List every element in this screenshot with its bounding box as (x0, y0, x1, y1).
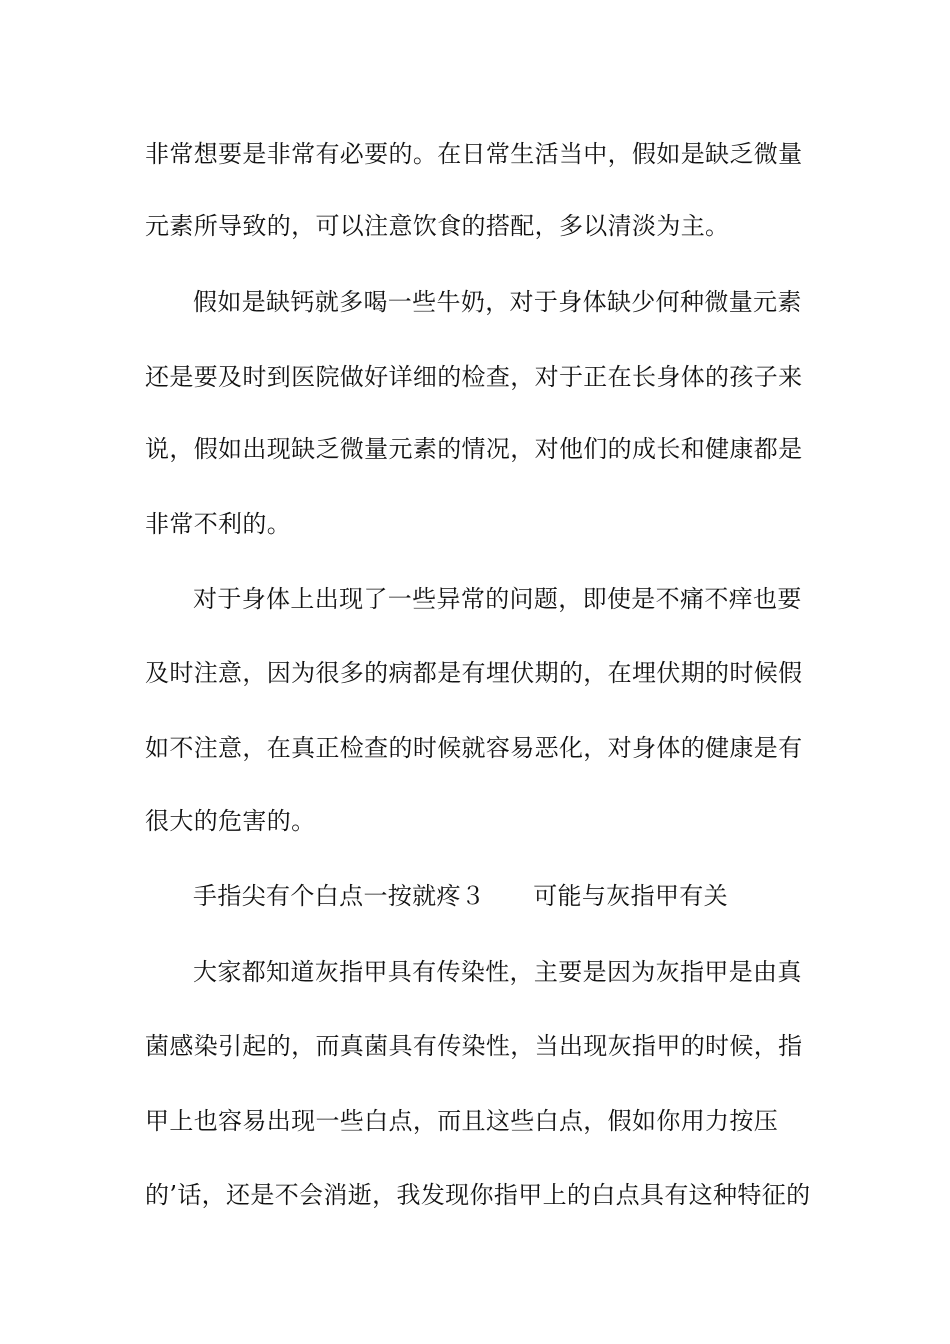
text-line: 如不注意，在真正检查的时候就容易恶化，对身体的健康是有 (145, 734, 803, 762)
section-heading-title: 手指尖有个白点一按就疼３ (193, 882, 486, 910)
text-line: 的’话，还是不会消逝，我发现你指甲上的白点具有这种特征的 (145, 1181, 811, 1209)
paragraph-start-line: 对于身体上出现了一些异常的问题，即使是不痛不痒也要 (193, 585, 802, 613)
text-line: 还是要及时到医院做好详细的检查，对于正在长身体的孩子来 (145, 363, 803, 391)
section-heading-subtitle: 可能与灰指甲有关 (533, 882, 729, 910)
text-line: 甲上也容易出现一些白点，而且这些白点，假如你用力按压 (145, 1107, 779, 1135)
text-line: 很大的危害的。 (145, 807, 316, 835)
text-line: 元素所导致的，可以注意饮食的搭配，多以清淡为主。 (145, 212, 730, 240)
text-line: 非常想要是非常有必要的。在日常生活当中，假如是缺乏微量 (145, 140, 803, 168)
text-line: 菌感染引起的，而真菌具有传染性，当出现灰指甲的时候，指 (145, 1032, 803, 1060)
section-heading (193, 881, 807, 911)
text-line: 非常不利的。 (145, 510, 292, 538)
paragraph-start-line: 大家都知道灰指甲具有传染性，主要是因为灰指甲是由真 (193, 958, 802, 986)
text-line: 及时注意，因为很多的病都是有埋伏期的，在埋伏期的时候假 (145, 659, 803, 687)
paragraph-start-line: 假如是缺钙就多喝一些牛奶，对于身体缺少何种微量元素 (193, 288, 802, 316)
text-line: 说，假如出现缺乏微量元素的情况，对他们的成长和健康都是 (145, 435, 803, 463)
